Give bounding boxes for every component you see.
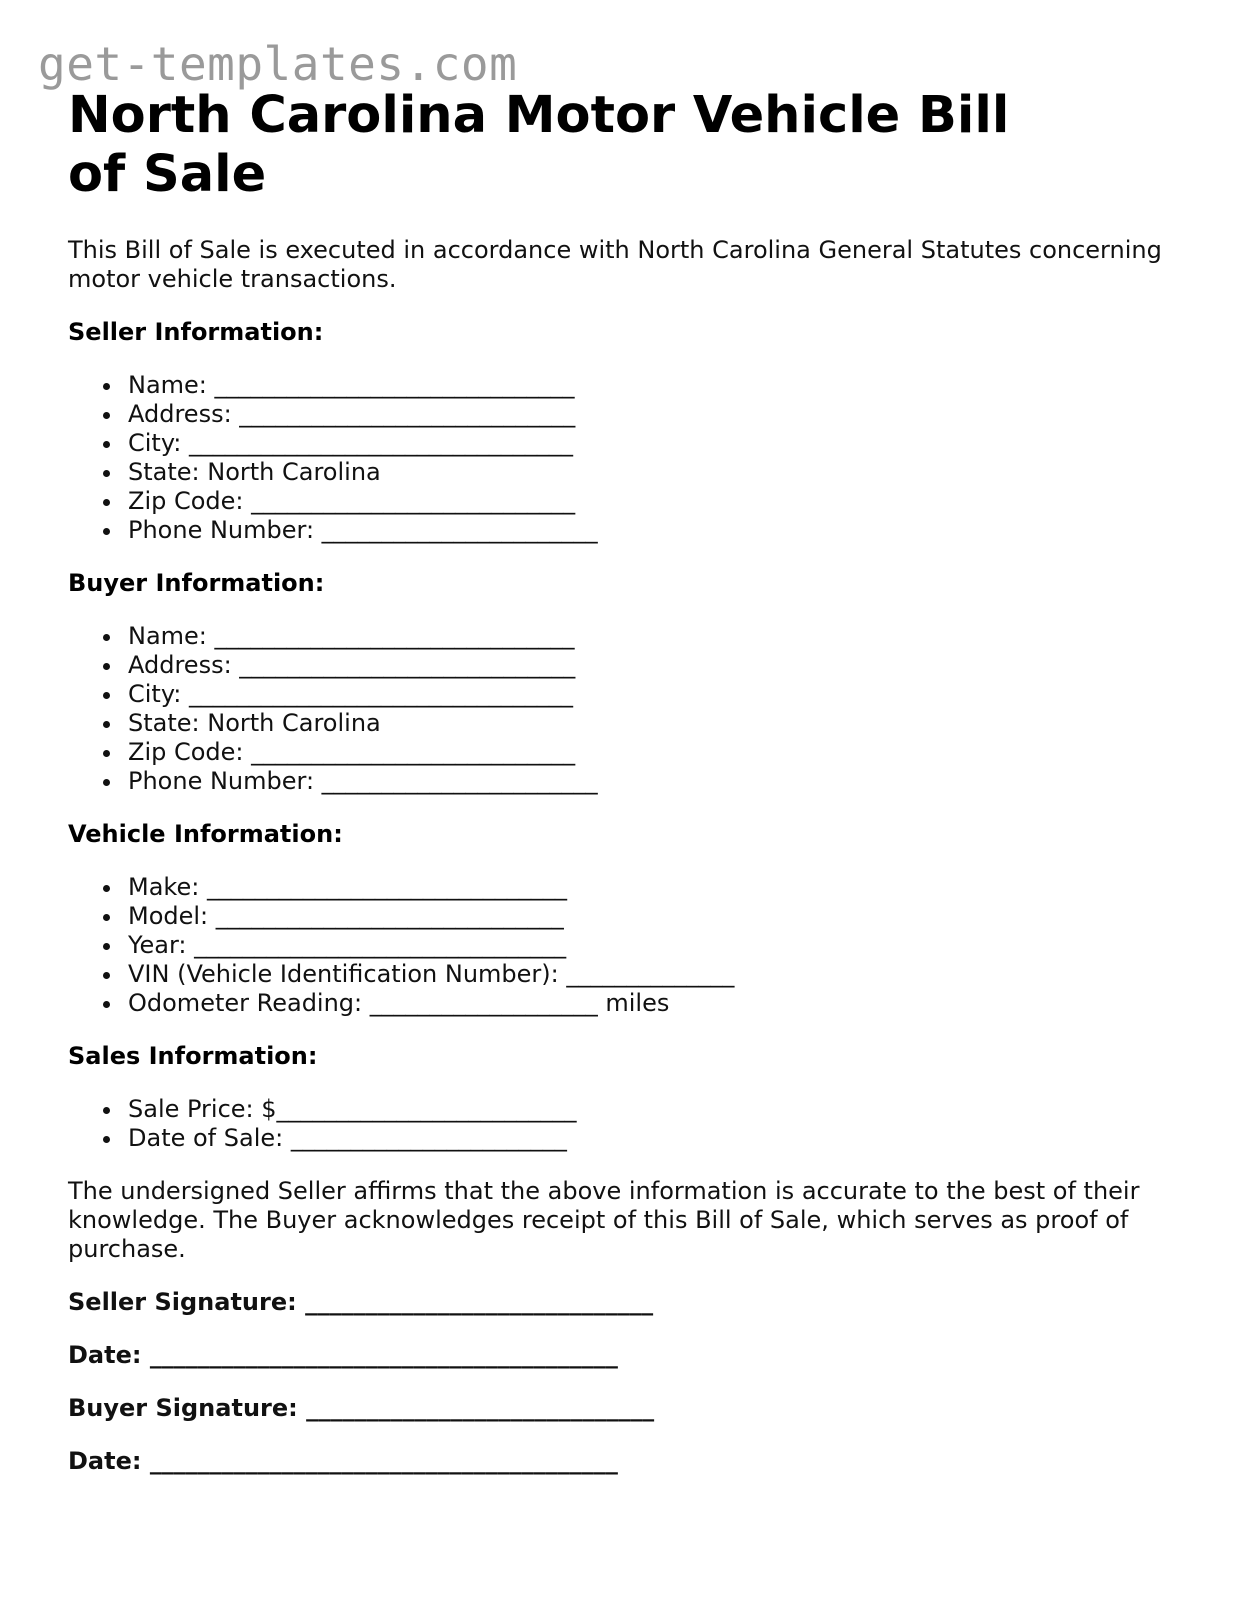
seller-city-field: City: ________________________________: [128, 429, 1188, 458]
buyer-address-field: Address: ____________________________: [128, 651, 1188, 680]
sales-heading: Sales Information:: [68, 1042, 318, 1070]
sale-price-field: Sale Price: $_________________________: [128, 1095, 1188, 1124]
seller-phone-field: Phone Number: _______________________: [128, 516, 1188, 545]
seller-signature-line: Seller Signature: _____________________________: [68, 1288, 654, 1316]
buyer-signature-line: Buyer Signature: _____________________________: [68, 1394, 655, 1422]
sale-date-field: Date of Sale: _______________________: [128, 1124, 1188, 1153]
seller-zip-field: Zip Code: ___________________________: [128, 487, 1188, 516]
document: [68, 86, 1188, 1476]
intro-paragraph: This Bill of Sale is executed in accordance with North Carolina General Statutes concerning motor vehicle transactions.: [68, 236, 1162, 293]
seller-list: [68, 371, 1188, 545]
buyer-phone-field: Phone Number: _______________________: [128, 767, 1188, 796]
affirmation-paragraph: The undersigned Seller affirms that the above information is accurate to the best of their knowledge. The Buyer acknowledges receipt of this Bill of Sale, which serves as proof of purchase.: [68, 1177, 1140, 1263]
watermark: get-templates.com: [38, 37, 518, 91]
buyer-heading: Buyer Information:: [68, 569, 325, 597]
page-title: North Carolina Motor Vehicle Bill of Sale: [68, 86, 1010, 204]
buyer-list: [68, 622, 1188, 796]
vehicle-odometer-field: Odometer Reading: ___________________ miles: [128, 989, 1188, 1018]
buyer-state-field: State: North Carolina: [128, 709, 1188, 738]
buyer-zip-field: Zip Code: ___________________________: [128, 738, 1188, 767]
seller-state-field: State: North Carolina: [128, 458, 1188, 487]
buyer-date-line: Date: _______________________________________: [68, 1447, 618, 1475]
buyer-city-field: City: ________________________________: [128, 680, 1188, 709]
seller-heading: Seller Information:: [68, 318, 324, 346]
vehicle-model-field: Model: _____________________________: [128, 902, 1188, 931]
buyer-name-field: Name: ______________________________: [128, 622, 1188, 651]
vehicle-make-field: Make: ______________________________: [128, 873, 1188, 902]
vehicle-year-field: Year: _______________________________: [128, 931, 1188, 960]
vehicle-heading: Vehicle Information:: [68, 820, 343, 848]
vehicle-list: [68, 873, 1188, 1018]
seller-date-line: Date: _______________________________________: [68, 1341, 618, 1369]
sales-list: [68, 1095, 1188, 1153]
vehicle-vin-field: VIN (Vehicle Identification Number): ______________: [128, 960, 1188, 989]
seller-name-field: Name: ______________________________: [128, 371, 1188, 400]
seller-address-field: Address: ____________________________: [128, 400, 1188, 429]
